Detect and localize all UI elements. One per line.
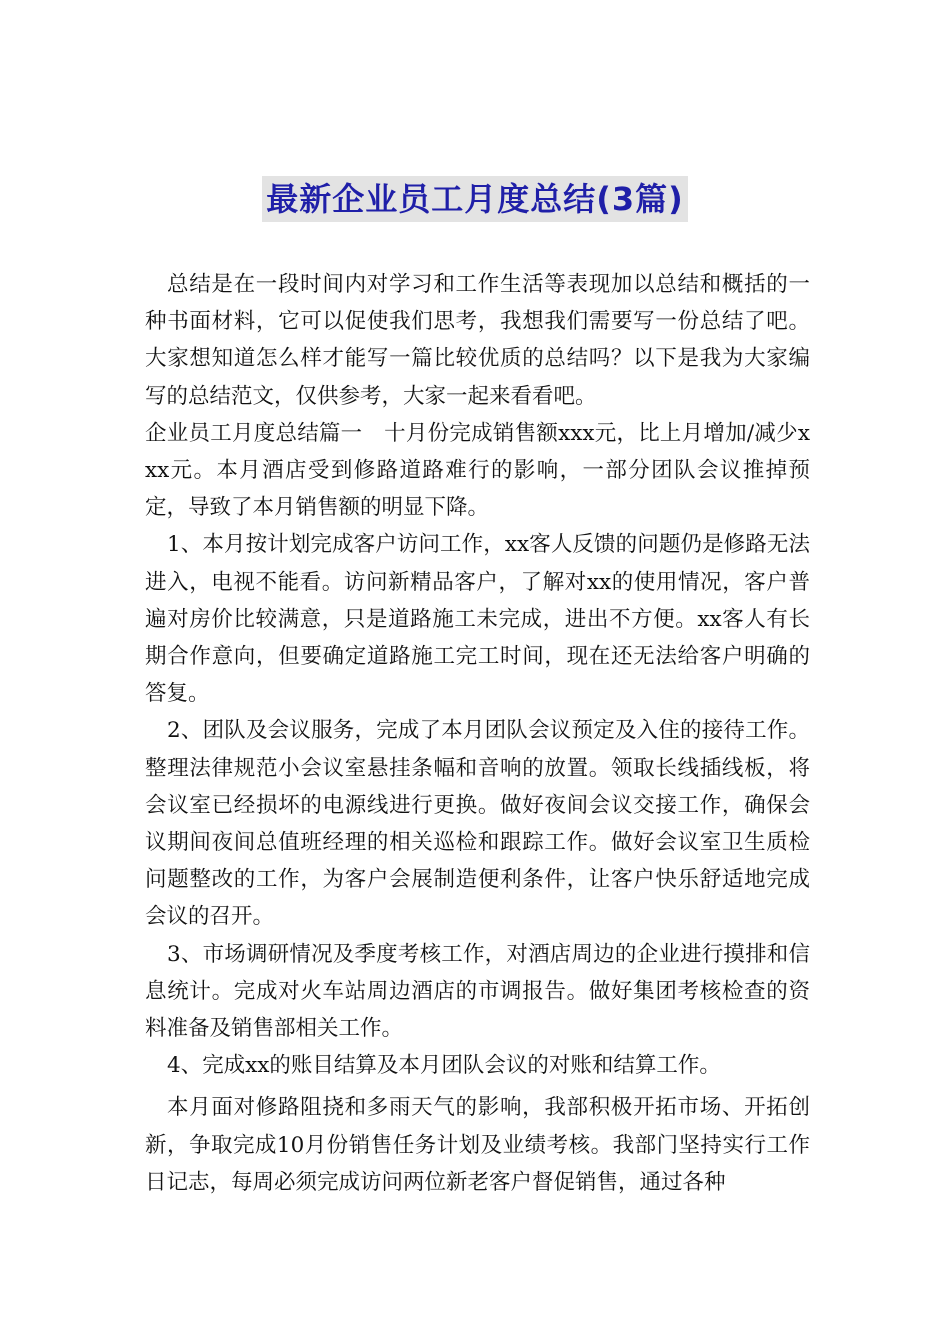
intro-paragraph: 总结是在一段时间内对学习和工作生活等表现加以总结和概括的一种书面材料，它可以促使我们思考，我想我们需要写一份总结了吧。大家想知道怎么样才能写一篇比较优质的总结吗？以下是我为大家编写的总结范文，仅供参考，大家一起来看看吧。 xyxy=(145,272,810,409)
summary-paragraph: 本月面对修路阻挠和多雨天气的影响，我部积极开拓市场、开拓创新，争取完成10月份销售任务计划及业绩考核。我部门坚持实行工作日记志，每周必须完成访问两位新老客户督促销售，通过各种 xyxy=(145,1095,810,1195)
document-body xyxy=(145,266,810,1201)
item-four-paragraph: 4、完成xx的账目结算及本月团队会议的对账和结算工作。 xyxy=(167,1053,721,1079)
item-two-paragraph: 2、团队及会议服务，完成了本月团队会议预定及入住的接待工作。整理法律规范小会议室悬挂条幅和音响的放置。领取长线插线板，将会议室已经损坏的电源线进行更换。做好夜间会议交接工作，确保会议期间夜间总值班经理的相关巡检和跟踪工作。做好会议室卫生质检问题整改的工作，为客户会展制造便利条件，让客户快乐舒适地完成会议的召开。 xyxy=(145,718,810,930)
document-title: 最新企业员工月度总结(3篇) xyxy=(262,176,688,222)
section-one-paragraph: 企业员工月度总结篇一 十月份完成销售额xxx元，比上月增加/减少xxx元。本月酒店受到修路道路难行的影响，一部分团队会议推掉预定，导致了本月销售额的明显下降。 xyxy=(145,420,810,521)
item-one-paragraph: 1、本月按计划完成客户访问工作，xx客人反馈的问题仍是修路无法进入，电视不能看。访问新精品客户，了解对xx的使用情况，客户普遍对房价比较满意，只是道路施工未完成，进出不方便。xx客人有长期合作意向，但要确定道路施工完工时间，现在还无法给客户明确的答复。 xyxy=(145,532,810,707)
title-container xyxy=(0,176,950,222)
item-three-paragraph: 3、市场调研情况及季度考核工作，对酒店周边的企业进行摸排和信息统计。完成对火车站周边酒店的市调报告。做好集团考核检查的资料准备及销售部相关工作。 xyxy=(145,941,810,1042)
